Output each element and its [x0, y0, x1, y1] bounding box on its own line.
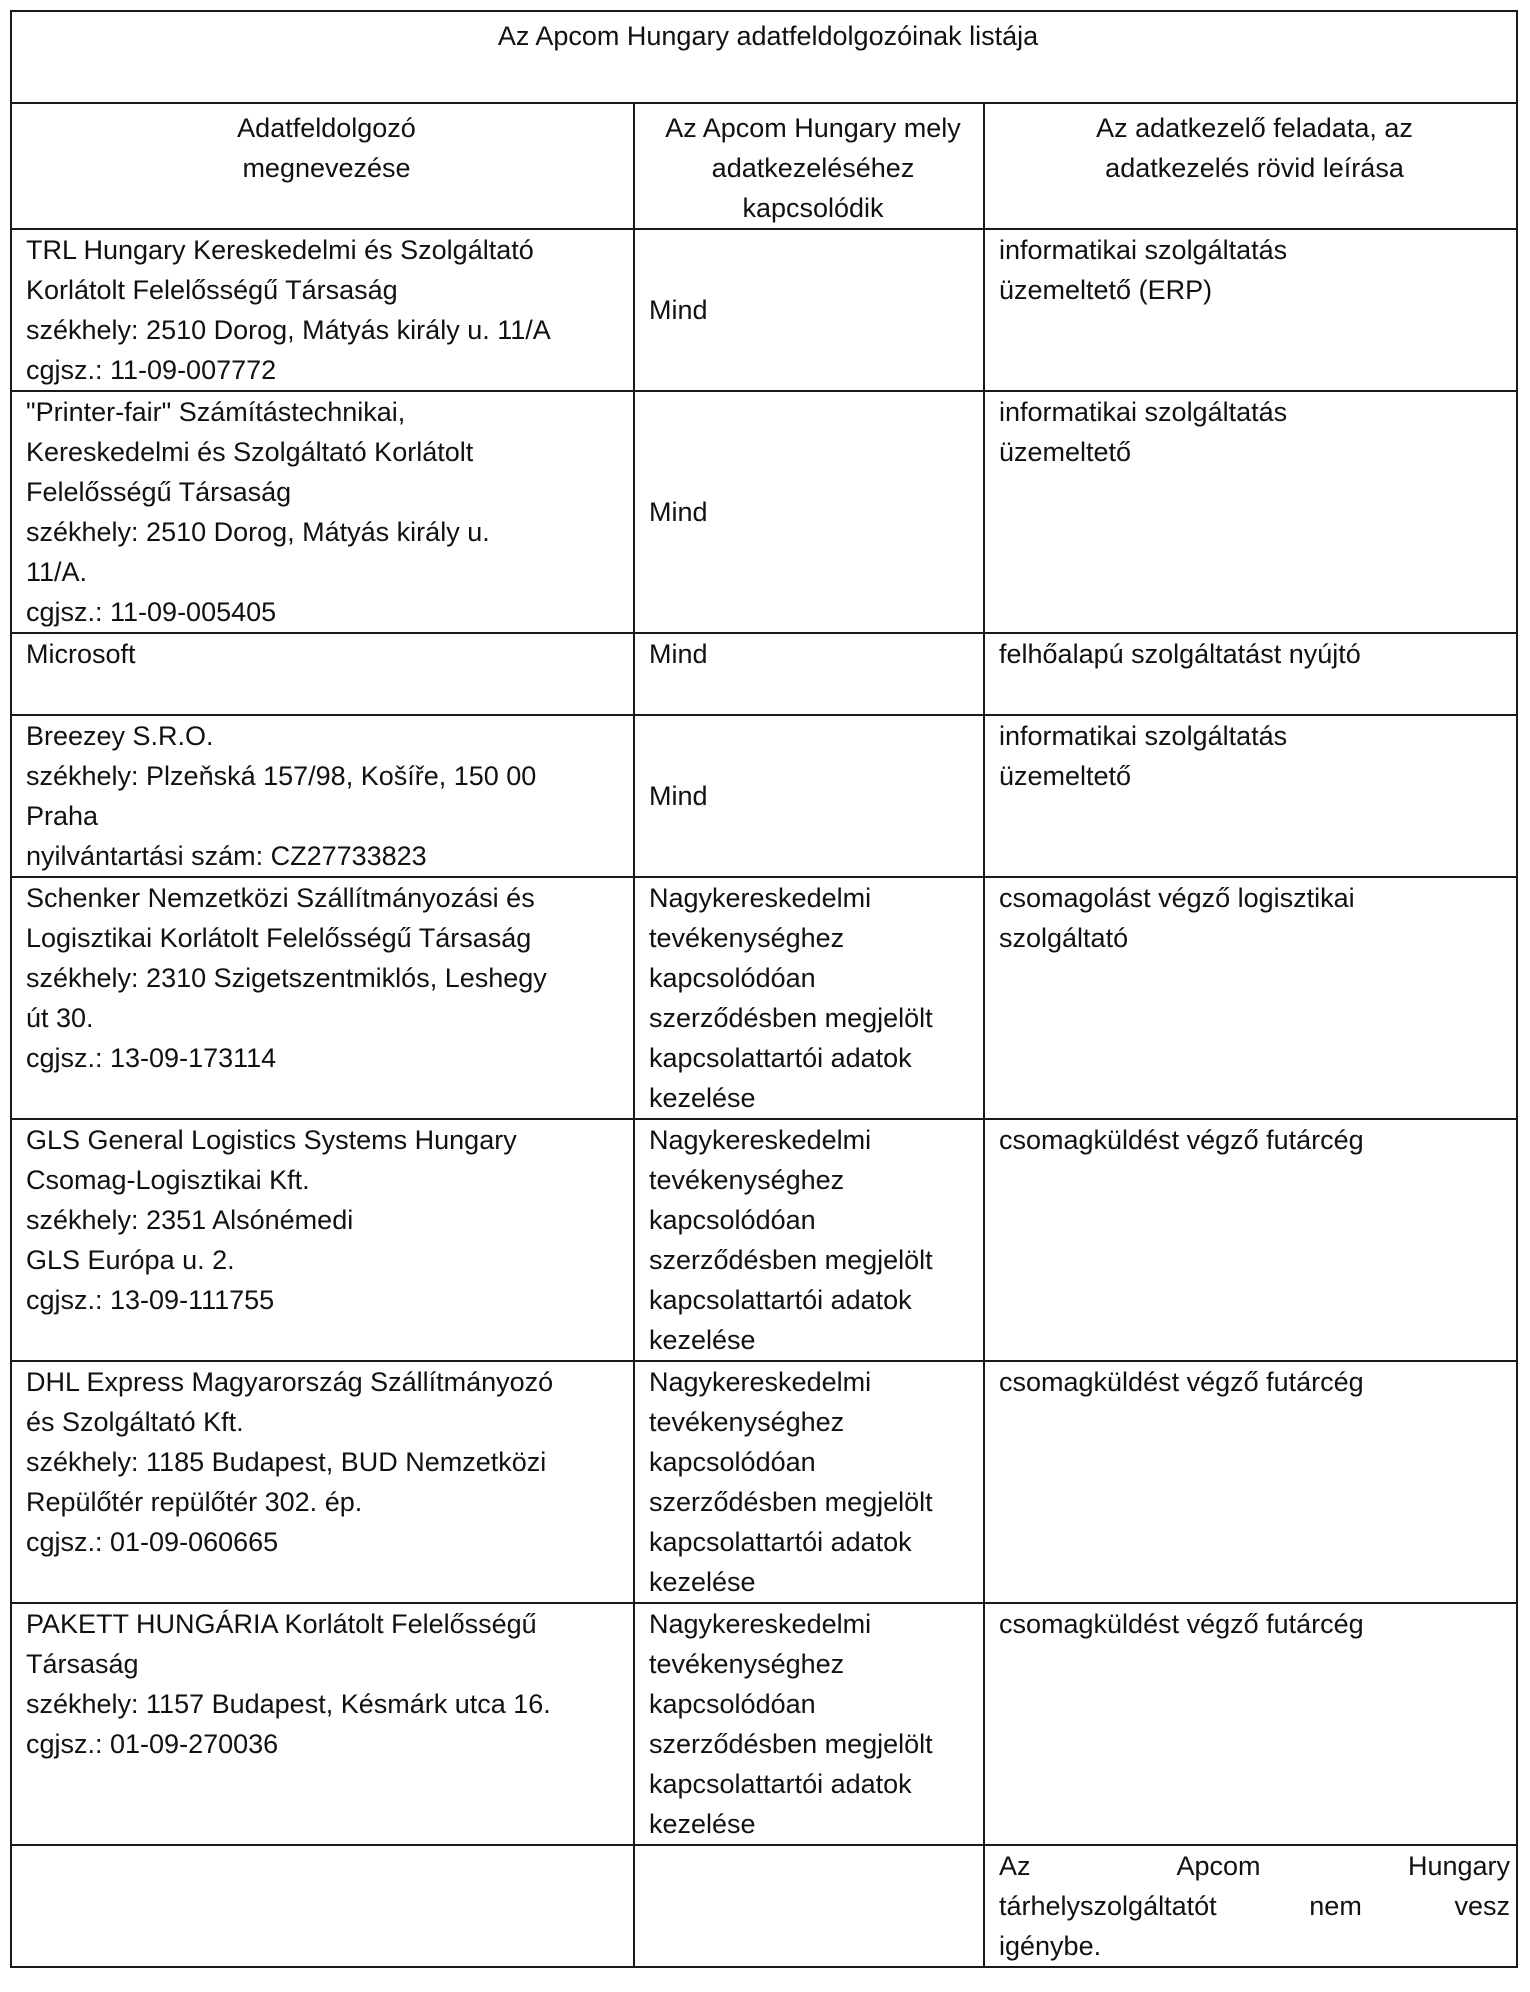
cell-line: kezelése — [649, 1567, 756, 1597]
processor-cell — [11, 633, 634, 715]
cell-line: kezelése — [649, 1809, 756, 1839]
cell-line: felhőalapú szolgáltatást nyújtó — [999, 639, 1361, 669]
task-description-cell — [984, 1119, 1517, 1361]
header-processor-name — [11, 103, 634, 229]
cell-line: Az Apcom Hungary — [999, 1851, 1511, 1881]
cell-line: Nagykereskedelmi — [649, 883, 872, 913]
cell-line: tevékenységhez — [649, 1165, 845, 1195]
title-row — [11, 11, 1517, 103]
cell-line: Mind — [649, 295, 708, 325]
cell-line: GLS Európa u. 2. — [26, 1245, 235, 1275]
cell-line: Társaság — [26, 1649, 139, 1679]
related-processing-cell — [634, 877, 984, 1119]
cell-line: nyilvántartási szám: CZ27733823 — [26, 841, 427, 871]
cell-line: út 30. — [26, 1003, 94, 1033]
task-description-cell — [984, 1845, 1517, 1967]
cell-line: adatkezeléséhez — [711, 153, 915, 183]
cell-line: székhely: 2510 Dorog, Mátyás király u. 11/A — [26, 315, 551, 345]
cell-line: Mind — [649, 781, 708, 811]
related-processing-cell — [634, 229, 984, 391]
cell-line: kapcsolattartói adatok — [649, 1527, 912, 1557]
cell-line: Mind — [649, 497, 708, 527]
cell-line: TRL Hungary Kereskedelmi és Szolgáltató — [26, 235, 534, 265]
cell-line: szerződésben megjelölt — [649, 1729, 933, 1759]
processor-cell — [11, 1845, 634, 1967]
header-related-processing — [634, 103, 984, 229]
cell-line: és Szolgáltató Kft. — [26, 1407, 244, 1437]
table-row — [11, 1845, 1517, 1967]
table-row — [11, 391, 1517, 633]
cell-line: Mind — [649, 639, 708, 669]
cell-line: kezelése — [649, 1083, 756, 1113]
cell-line: szerződésben megjelölt — [649, 1245, 933, 1275]
cell-line: cgjsz.: 01-09-060665 — [26, 1527, 279, 1557]
cell-line: Nagykereskedelmi — [649, 1125, 872, 1155]
cell-line: kapcsolódóan — [649, 1205, 816, 1235]
cell-line: informatikai szolgáltatás — [999, 397, 1288, 427]
cell-line: adatkezelés rövid leírása — [1105, 153, 1404, 183]
cell-line: Microsoft — [26, 639, 136, 669]
task-description-cell — [984, 877, 1517, 1119]
cell-line: székhely: 1157 Budapest, Késmárk utca 16. — [26, 1689, 551, 1719]
cell-line: Logisztikai Korlátolt Felelősségű Társaság — [26, 923, 532, 953]
table-row — [11, 1119, 1517, 1361]
related-processing-cell — [634, 1603, 984, 1845]
processor-cell — [11, 877, 634, 1119]
cell-line: "Printer-fair" Számítástechnikai, — [26, 397, 406, 427]
processor-cell — [11, 1361, 634, 1603]
cell-line: szerződésben megjelölt — [649, 1003, 933, 1033]
cell-line — [26, 674, 627, 714]
cell-line: csomagküldést végző futárcég — [999, 1125, 1364, 1155]
cell-line: üzemeltető (ERP) — [999, 275, 1213, 305]
cell-line: Repülőtér repülőtér 302. ép. — [26, 1487, 363, 1517]
processor-cell — [11, 229, 634, 391]
task-description-cell — [984, 715, 1517, 877]
table-row — [11, 1361, 1517, 1603]
cell-line: PAKETT HUNGÁRIA Korlátolt Felelősségű — [26, 1609, 537, 1639]
cell-line: székhely: 2510 Dorog, Mátyás király u. — [26, 517, 490, 547]
header-task-description — [984, 103, 1517, 229]
cell-line: Nagykereskedelmi — [649, 1367, 872, 1397]
cell-line: cgjsz.: 01-09-270036 — [26, 1729, 279, 1759]
related-processing-cell — [634, 1845, 984, 1967]
task-description-cell — [984, 633, 1517, 715]
cell-line: kapcsolódóan — [649, 963, 816, 993]
related-processing-cell — [634, 715, 984, 877]
task-description-cell — [984, 1361, 1517, 1603]
cell-line: GLS General Logistics Systems Hungary — [26, 1125, 517, 1155]
cell-line: csomagküldést végző futárcég — [999, 1367, 1364, 1397]
cell-line: kezelése — [649, 1325, 756, 1355]
cell-line: tevékenységhez — [649, 1649, 845, 1679]
task-description-cell — [984, 1603, 1517, 1845]
cell-line: szerződésben megjelölt — [649, 1487, 933, 1517]
cell-line: cgjsz.: 13-09-111755 — [26, 1285, 275, 1315]
cell-line: székhely: 2310 Szigetszentmiklós, Leshegy — [26, 963, 547, 993]
cell-line: székhely: 2351 Alsónémedi — [26, 1205, 354, 1235]
processor-table — [10, 10, 1518, 1968]
table-row — [11, 229, 1517, 391]
cell-line: megnevezése — [242, 153, 411, 183]
related-processing-cell — [634, 1361, 984, 1603]
processor-cell — [11, 1603, 634, 1845]
processor-cell — [11, 715, 634, 877]
cell-line: cgjsz.: 11-09-007772 — [26, 355, 277, 385]
cell-line: székhely: 1185 Budapest, BUD Nemzetközi — [26, 1447, 547, 1477]
cell-line: Adatfeldolgozó — [237, 113, 416, 143]
cell-line: Korlátolt Felelősségű Társaság — [26, 275, 398, 305]
table-title: Az Apcom Hungary adatfeldolgozóinak listája — [11, 11, 1517, 103]
cell-line: Praha — [26, 801, 99, 831]
processor-cell — [11, 391, 634, 633]
cell-line: kapcsolattartói adatok — [649, 1043, 912, 1073]
task-description-cell — [984, 391, 1517, 633]
cell-line: Az adatkezelő feladata, az — [1096, 113, 1413, 143]
cell-line: informatikai szolgáltatás — [999, 235, 1288, 265]
related-processing-cell — [634, 1119, 984, 1361]
cell-line: Breezey S.R.O. — [26, 721, 214, 751]
table-row — [11, 877, 1517, 1119]
cell-line: csomagolást végző logisztikai — [999, 883, 1355, 913]
cell-line: Kereskedelmi és Szolgáltató Korlátolt — [26, 437, 474, 467]
cell-line: Nagykereskedelmi — [649, 1609, 872, 1639]
table-row — [11, 633, 1517, 715]
cell-line: szolgáltató — [999, 923, 1129, 953]
cell-line: kapcsolódik — [742, 193, 884, 223]
cell-line: igénybe. — [999, 1931, 1102, 1961]
table-row — [11, 715, 1517, 877]
processor-cell — [11, 1119, 634, 1361]
cell-line: kapcsolódóan — [649, 1447, 816, 1477]
cell-line: 11/A. — [26, 557, 88, 587]
table-body — [11, 229, 1517, 1967]
cell-line: üzemeltető — [999, 437, 1132, 467]
cell-line: üzemeltető — [999, 761, 1132, 791]
cell-line: DHL Express Magyarország Szállítmányozó — [26, 1367, 554, 1397]
cell-line: székhely: Plzeňská 157/98, Košíře, 150 00 — [26, 761, 537, 791]
related-processing-cell — [634, 391, 984, 633]
cell-line: kapcsolódóan — [649, 1689, 816, 1719]
cell-line: Felelősségű Társaság — [26, 477, 292, 507]
cell-line: tevékenységhez — [649, 1407, 845, 1437]
cell-line: cgjsz.: 13-09-173114 — [26, 1043, 277, 1073]
cell-line: cgjsz.: 11-09-005405 — [26, 597, 277, 627]
cell-line: tevékenységhez — [649, 923, 845, 953]
cell-line: Csomag-Logisztikai Kft. — [26, 1165, 310, 1195]
cell-line: csomagküldést végző futárcég — [999, 1609, 1364, 1639]
task-description-cell — [984, 229, 1517, 391]
cell-line: kapcsolattartói adatok — [649, 1285, 912, 1315]
header-row — [11, 103, 1517, 229]
cell-line: informatikai szolgáltatás — [999, 721, 1288, 751]
cell-line: Az Apcom Hungary mely — [665, 113, 961, 143]
cell-line: tárhelyszolgáltatót nem vesz — [999, 1891, 1511, 1921]
table-row — [11, 1603, 1517, 1845]
cell-line: Schenker Nemzetközi Szállítmányozási és — [26, 883, 535, 913]
document-page — [10, 10, 1516, 1968]
cell-line: kapcsolattartói adatok — [649, 1769, 912, 1799]
related-processing-cell — [634, 633, 984, 715]
